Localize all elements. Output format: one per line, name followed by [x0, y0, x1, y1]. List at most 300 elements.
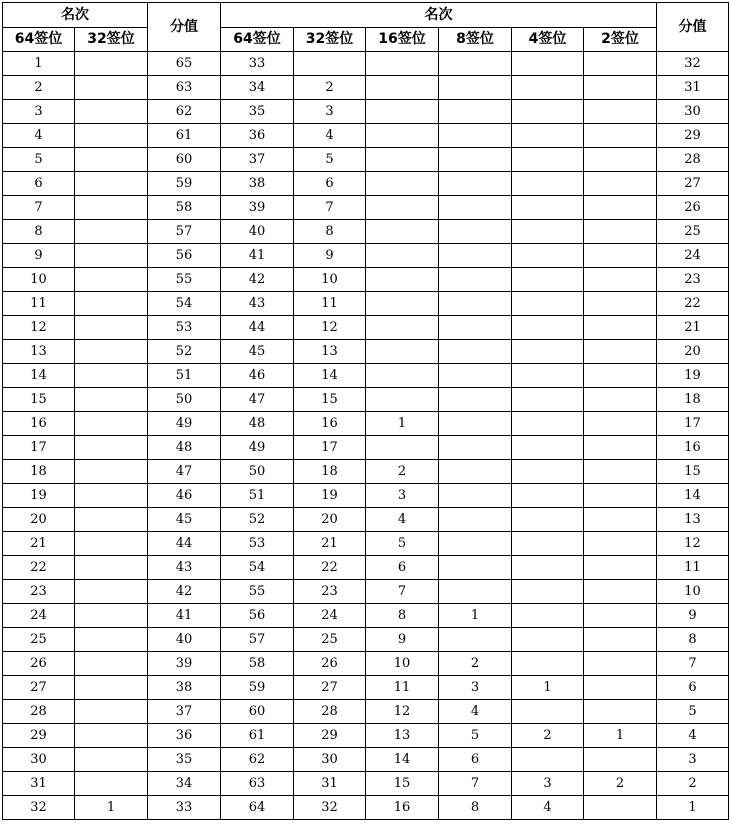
cell-rank2-32: 9 [294, 244, 366, 268]
cell-rank2-2 [584, 268, 657, 292]
cell-rank2-8 [439, 244, 512, 268]
cell-rank-64: 7 [3, 196, 75, 220]
table-body [3, 52, 729, 820]
table-row [3, 388, 729, 412]
cell-rank2-64: 55 [221, 580, 294, 604]
cell-rank2-8: 8 [439, 796, 512, 820]
cell-rank-32 [75, 556, 148, 580]
cell-rank2-32: 7 [294, 196, 366, 220]
cell-rank-32 [75, 388, 148, 412]
cell-rank2-8 [439, 412, 512, 436]
cell-rank2-16 [366, 148, 439, 172]
cell-score-left: 57 [148, 220, 221, 244]
cell-score-right: 25 [657, 220, 729, 244]
cell-rank2-4 [512, 124, 584, 148]
cell-rank2-16 [366, 244, 439, 268]
cell-rank-64: 24 [3, 604, 75, 628]
cell-rank2-2 [584, 316, 657, 340]
cell-rank2-2 [584, 292, 657, 316]
cell-rank2-4: 2 [512, 724, 584, 748]
cell-rank2-64: 52 [221, 508, 294, 532]
rank-header-right: 名次 [221, 3, 657, 28]
cell-rank2-32: 20 [294, 508, 366, 532]
cell-score-right: 24 [657, 244, 729, 268]
cell-rank-32 [75, 508, 148, 532]
cell-rank2-16 [366, 220, 439, 244]
cell-rank2-2 [584, 196, 657, 220]
cell-rank2-4 [512, 76, 584, 100]
cell-rank2-8 [439, 196, 512, 220]
cell-rank2-8 [439, 76, 512, 100]
cell-rank2-4 [512, 652, 584, 676]
table-row [3, 268, 729, 292]
cell-rank2-2 [584, 52, 657, 76]
cell-rank-64: 25 [3, 628, 75, 652]
table-row [3, 76, 729, 100]
table-row [3, 340, 729, 364]
cell-rank2-32: 11 [294, 292, 366, 316]
cell-rank2-64: 60 [221, 700, 294, 724]
cell-rank2-4 [512, 52, 584, 76]
cell-score-left: 46 [148, 484, 221, 508]
cell-rank2-64: 36 [221, 124, 294, 148]
cell-score-left: 33 [148, 796, 221, 820]
table-row [3, 580, 729, 604]
cell-rank2-16: 12 [366, 700, 439, 724]
cell-rank2-4 [512, 556, 584, 580]
cell-rank2-2 [584, 148, 657, 172]
cell-rank2-8: 2 [439, 652, 512, 676]
cell-score-right: 2 [657, 772, 729, 796]
cell-rank2-8 [439, 364, 512, 388]
cell-rank2-16 [366, 292, 439, 316]
cell-rank-32 [75, 748, 148, 772]
cell-score-left: 52 [148, 340, 221, 364]
cell-score-left: 56 [148, 244, 221, 268]
cell-rank2-8 [439, 220, 512, 244]
cell-rank2-8: 1 [439, 604, 512, 628]
cell-score-right: 16 [657, 436, 729, 460]
table-row [3, 796, 729, 820]
cell-rank2-4 [512, 220, 584, 244]
cell-rank-32 [75, 580, 148, 604]
cell-rank-32 [75, 100, 148, 124]
table-row [3, 292, 729, 316]
cell-score-left: 35 [148, 748, 221, 772]
cell-rank2-2 [584, 748, 657, 772]
table-row [3, 436, 729, 460]
cell-score-left: 53 [148, 316, 221, 340]
cell-rank2-8 [439, 484, 512, 508]
cell-score-left: 65 [148, 52, 221, 76]
cell-rank2-4 [512, 700, 584, 724]
cell-rank2-32: 26 [294, 652, 366, 676]
cell-rank-32 [75, 724, 148, 748]
cell-score-left: 50 [148, 388, 221, 412]
cell-score-right: 7 [657, 652, 729, 676]
cell-rank-32 [75, 532, 148, 556]
cell-rank2-2 [584, 604, 657, 628]
cell-rank2-2 [584, 556, 657, 580]
cell-rank2-32: 13 [294, 340, 366, 364]
cell-rank2-4 [512, 436, 584, 460]
cell-rank2-64: 51 [221, 484, 294, 508]
cell-rank2-64: 33 [221, 52, 294, 76]
score-header-right: 分值 [657, 3, 729, 52]
cell-rank2-32: 21 [294, 532, 366, 556]
cell-rank-32 [75, 460, 148, 484]
cell-rank-64: 8 [3, 220, 75, 244]
cell-score-left: 51 [148, 364, 221, 388]
cell-rank-32 [75, 604, 148, 628]
cell-rank2-32: 19 [294, 484, 366, 508]
cell-score-left: 40 [148, 628, 221, 652]
cell-rank2-2 [584, 460, 657, 484]
cell-rank2-32: 24 [294, 604, 366, 628]
cell-rank-32 [75, 364, 148, 388]
cell-rank-32 [75, 340, 148, 364]
cell-rank2-2: 1 [584, 724, 657, 748]
table-row [3, 676, 729, 700]
cell-rank2-32: 27 [294, 676, 366, 700]
cell-rank2-16 [366, 196, 439, 220]
cell-rank2-32: 28 [294, 700, 366, 724]
cell-rank-32 [75, 172, 148, 196]
cell-rank2-16 [366, 52, 439, 76]
table-row [3, 220, 729, 244]
cell-score-right: 28 [657, 148, 729, 172]
cell-rank2-64: 62 [221, 748, 294, 772]
col-header-right-32: 32签位 [294, 28, 366, 52]
cell-rank-32 [75, 244, 148, 268]
cell-rank2-8: 4 [439, 700, 512, 724]
cell-rank-32 [75, 52, 148, 76]
cell-rank2-16 [366, 388, 439, 412]
cell-score-right: 14 [657, 484, 729, 508]
cell-rank2-64: 47 [221, 388, 294, 412]
cell-rank2-8 [439, 460, 512, 484]
cell-rank-64: 27 [3, 676, 75, 700]
table-row [3, 52, 729, 76]
cell-rank2-8 [439, 316, 512, 340]
cell-rank2-2 [584, 220, 657, 244]
cell-rank-64: 30 [3, 748, 75, 772]
cell-rank2-32: 30 [294, 748, 366, 772]
cell-rank2-32 [294, 52, 366, 76]
cell-rank2-8 [439, 388, 512, 412]
cell-rank-64: 28 [3, 700, 75, 724]
cell-score-right: 27 [657, 172, 729, 196]
cell-rank-64: 12 [3, 316, 75, 340]
cell-score-right: 32 [657, 52, 729, 76]
cell-score-left: 42 [148, 580, 221, 604]
cell-rank2-32: 14 [294, 364, 366, 388]
cell-rank2-64: 48 [221, 412, 294, 436]
cell-rank-32 [75, 292, 148, 316]
cell-rank-64: 11 [3, 292, 75, 316]
cell-rank2-8 [439, 556, 512, 580]
cell-rank2-64: 64 [221, 796, 294, 820]
cell-rank-64: 5 [3, 148, 75, 172]
cell-rank-32 [75, 700, 148, 724]
cell-score-left: 49 [148, 412, 221, 436]
cell-rank2-64: 58 [221, 652, 294, 676]
cell-score-left: 45 [148, 508, 221, 532]
cell-rank2-64: 57 [221, 628, 294, 652]
cell-score-right: 21 [657, 316, 729, 340]
cell-rank2-4 [512, 532, 584, 556]
cell-rank2-8: 6 [439, 748, 512, 772]
rank-header-left: 名次 [3, 3, 148, 28]
cell-rank-64: 1 [3, 52, 75, 76]
cell-score-left: 44 [148, 532, 221, 556]
cell-rank2-16: 16 [366, 796, 439, 820]
cell-rank2-4 [512, 628, 584, 652]
cell-rank2-64: 46 [221, 364, 294, 388]
cell-rank2-2 [584, 508, 657, 532]
cell-rank2-2 [584, 700, 657, 724]
cell-rank2-16: 8 [366, 604, 439, 628]
cell-score-right: 6 [657, 676, 729, 700]
cell-rank2-4 [512, 340, 584, 364]
cell-rank2-64: 39 [221, 196, 294, 220]
cell-rank2-64: 56 [221, 604, 294, 628]
cell-rank-64: 6 [3, 172, 75, 196]
cell-score-left: 43 [148, 556, 221, 580]
cell-rank-64: 2 [3, 76, 75, 100]
cell-rank2-32: 8 [294, 220, 366, 244]
cell-rank2-32: 25 [294, 628, 366, 652]
cell-score-right: 19 [657, 364, 729, 388]
cell-rank2-4 [512, 364, 584, 388]
cell-rank2-64: 35 [221, 100, 294, 124]
table-row [3, 556, 729, 580]
cell-score-right: 23 [657, 268, 729, 292]
cell-rank-32 [75, 772, 148, 796]
cell-score-left: 58 [148, 196, 221, 220]
cell-score-right: 8 [657, 628, 729, 652]
table-row [3, 172, 729, 196]
cell-rank-64: 15 [3, 388, 75, 412]
cell-rank2-64: 44 [221, 316, 294, 340]
cell-rank2-8 [439, 268, 512, 292]
cell-score-right: 17 [657, 412, 729, 436]
cell-rank2-16: 5 [366, 532, 439, 556]
cell-rank2-32: 10 [294, 268, 366, 292]
cell-rank-64: 29 [3, 724, 75, 748]
table-row [3, 724, 729, 748]
col-header-left-32: 32签位 [75, 28, 148, 52]
cell-rank2-16: 9 [366, 628, 439, 652]
cell-rank2-16: 14 [366, 748, 439, 772]
cell-rank2-32: 22 [294, 556, 366, 580]
cell-score-right: 18 [657, 388, 729, 412]
table-row [3, 484, 729, 508]
cell-rank-64: 20 [3, 508, 75, 532]
cell-rank2-4 [512, 460, 584, 484]
cell-rank2-16 [366, 268, 439, 292]
cell-rank-32: 1 [75, 796, 148, 820]
cell-rank2-8 [439, 340, 512, 364]
cell-rank2-4 [512, 580, 584, 604]
cell-rank2-8 [439, 148, 512, 172]
cell-rank2-64: 38 [221, 172, 294, 196]
cell-rank2-64: 45 [221, 340, 294, 364]
cell-rank2-2 [584, 532, 657, 556]
cell-score-right: 13 [657, 508, 729, 532]
cell-rank2-8 [439, 172, 512, 196]
cell-rank2-8 [439, 124, 512, 148]
cell-rank2-64: 59 [221, 676, 294, 700]
col-header-right-4: 4签位 [512, 28, 584, 52]
cell-rank2-4 [512, 196, 584, 220]
cell-score-right: 26 [657, 196, 729, 220]
cell-rank2-4 [512, 604, 584, 628]
cell-rank2-2 [584, 676, 657, 700]
table-row [3, 652, 729, 676]
cell-score-left: 39 [148, 652, 221, 676]
cell-rank-32 [75, 484, 148, 508]
cell-rank2-32: 3 [294, 100, 366, 124]
cell-rank2-8 [439, 100, 512, 124]
cell-rank2-8: 3 [439, 676, 512, 700]
cell-rank-32 [75, 412, 148, 436]
cell-rank-32 [75, 316, 148, 340]
cell-rank2-4 [512, 508, 584, 532]
cell-rank2-32: 5 [294, 148, 366, 172]
cell-rank2-32: 4 [294, 124, 366, 148]
table-row [3, 772, 729, 796]
cell-rank-32 [75, 196, 148, 220]
cell-rank2-32: 18 [294, 460, 366, 484]
cell-rank2-16 [366, 172, 439, 196]
col-header-right-64: 64签位 [221, 28, 294, 52]
cell-score-right: 12 [657, 532, 729, 556]
cell-rank-32 [75, 148, 148, 172]
cell-score-right: 30 [657, 100, 729, 124]
cell-rank2-16 [366, 340, 439, 364]
cell-rank2-16: 6 [366, 556, 439, 580]
cell-rank2-16: 7 [366, 580, 439, 604]
cell-rank2-32: 6 [294, 172, 366, 196]
cell-rank2-4 [512, 412, 584, 436]
cell-rank2-4 [512, 172, 584, 196]
cell-rank2-4: 4 [512, 796, 584, 820]
cell-rank2-4 [512, 748, 584, 772]
cell-score-right: 5 [657, 700, 729, 724]
table-row [3, 148, 729, 172]
cell-rank2-16: 3 [366, 484, 439, 508]
cell-rank2-16: 4 [366, 508, 439, 532]
cell-rank-64: 23 [3, 580, 75, 604]
cell-rank2-4 [512, 388, 584, 412]
cell-rank-32 [75, 436, 148, 460]
cell-rank2-2: 2 [584, 772, 657, 796]
cell-score-right: 20 [657, 340, 729, 364]
cell-score-left: 60 [148, 148, 221, 172]
table-row [3, 460, 729, 484]
cell-rank2-64: 41 [221, 244, 294, 268]
cell-rank2-16: 1 [366, 412, 439, 436]
table-row [3, 364, 729, 388]
cell-rank2-4 [512, 148, 584, 172]
cell-rank2-64: 63 [221, 772, 294, 796]
cell-rank2-32: 16 [294, 412, 366, 436]
cell-rank2-8 [439, 52, 512, 76]
cell-rank2-32: 29 [294, 724, 366, 748]
cell-rank2-4 [512, 484, 584, 508]
cell-rank2-16 [366, 76, 439, 100]
cell-rank-64: 21 [3, 532, 75, 556]
cell-rank2-32: 17 [294, 436, 366, 460]
cell-rank-64: 14 [3, 364, 75, 388]
cell-rank2-8: 7 [439, 772, 512, 796]
cell-score-right: 29 [657, 124, 729, 148]
cell-rank2-64: 50 [221, 460, 294, 484]
cell-rank2-32: 23 [294, 580, 366, 604]
cell-rank-64: 19 [3, 484, 75, 508]
cell-score-left: 38 [148, 676, 221, 700]
cell-score-right: 9 [657, 604, 729, 628]
cell-rank-32 [75, 628, 148, 652]
cell-rank2-16: 11 [366, 676, 439, 700]
ranking-score-table [2, 2, 729, 820]
table-row [3, 604, 729, 628]
cell-rank2-4: 1 [512, 676, 584, 700]
cell-rank2-64: 61 [221, 724, 294, 748]
score-header-left: 分值 [148, 3, 221, 52]
cell-score-left: 47 [148, 460, 221, 484]
cell-rank2-16: 13 [366, 724, 439, 748]
cell-score-right: 1 [657, 796, 729, 820]
table-row [3, 700, 729, 724]
cell-rank2-64: 40 [221, 220, 294, 244]
cell-score-left: 61 [148, 124, 221, 148]
cell-rank-32 [75, 268, 148, 292]
cell-rank-64: 13 [3, 340, 75, 364]
cell-rank2-64: 43 [221, 292, 294, 316]
cell-rank-64: 26 [3, 652, 75, 676]
cell-rank2-64: 49 [221, 436, 294, 460]
cell-rank2-2 [584, 340, 657, 364]
cell-rank-64: 18 [3, 460, 75, 484]
cell-rank2-8 [439, 580, 512, 604]
cell-rank2-16 [366, 100, 439, 124]
cell-rank2-4 [512, 292, 584, 316]
cell-score-right: 22 [657, 292, 729, 316]
cell-rank-64: 4 [3, 124, 75, 148]
cell-rank2-16 [366, 364, 439, 388]
cell-rank2-2 [584, 796, 657, 820]
cell-rank2-32: 15 [294, 388, 366, 412]
table-row [3, 100, 729, 124]
cell-score-left: 36 [148, 724, 221, 748]
cell-rank-32 [75, 124, 148, 148]
cell-rank2-32: 12 [294, 316, 366, 340]
table-row [3, 316, 729, 340]
cell-rank2-8 [439, 628, 512, 652]
cell-rank2-16 [366, 316, 439, 340]
cell-rank2-8: 5 [439, 724, 512, 748]
cell-rank-32 [75, 652, 148, 676]
table-row [3, 748, 729, 772]
cell-rank-64: 31 [3, 772, 75, 796]
cell-score-right: 15 [657, 460, 729, 484]
cell-score-left: 62 [148, 100, 221, 124]
cell-rank-64: 32 [3, 796, 75, 820]
cell-rank-64: 22 [3, 556, 75, 580]
col-header-left-64: 64签位 [3, 28, 75, 52]
